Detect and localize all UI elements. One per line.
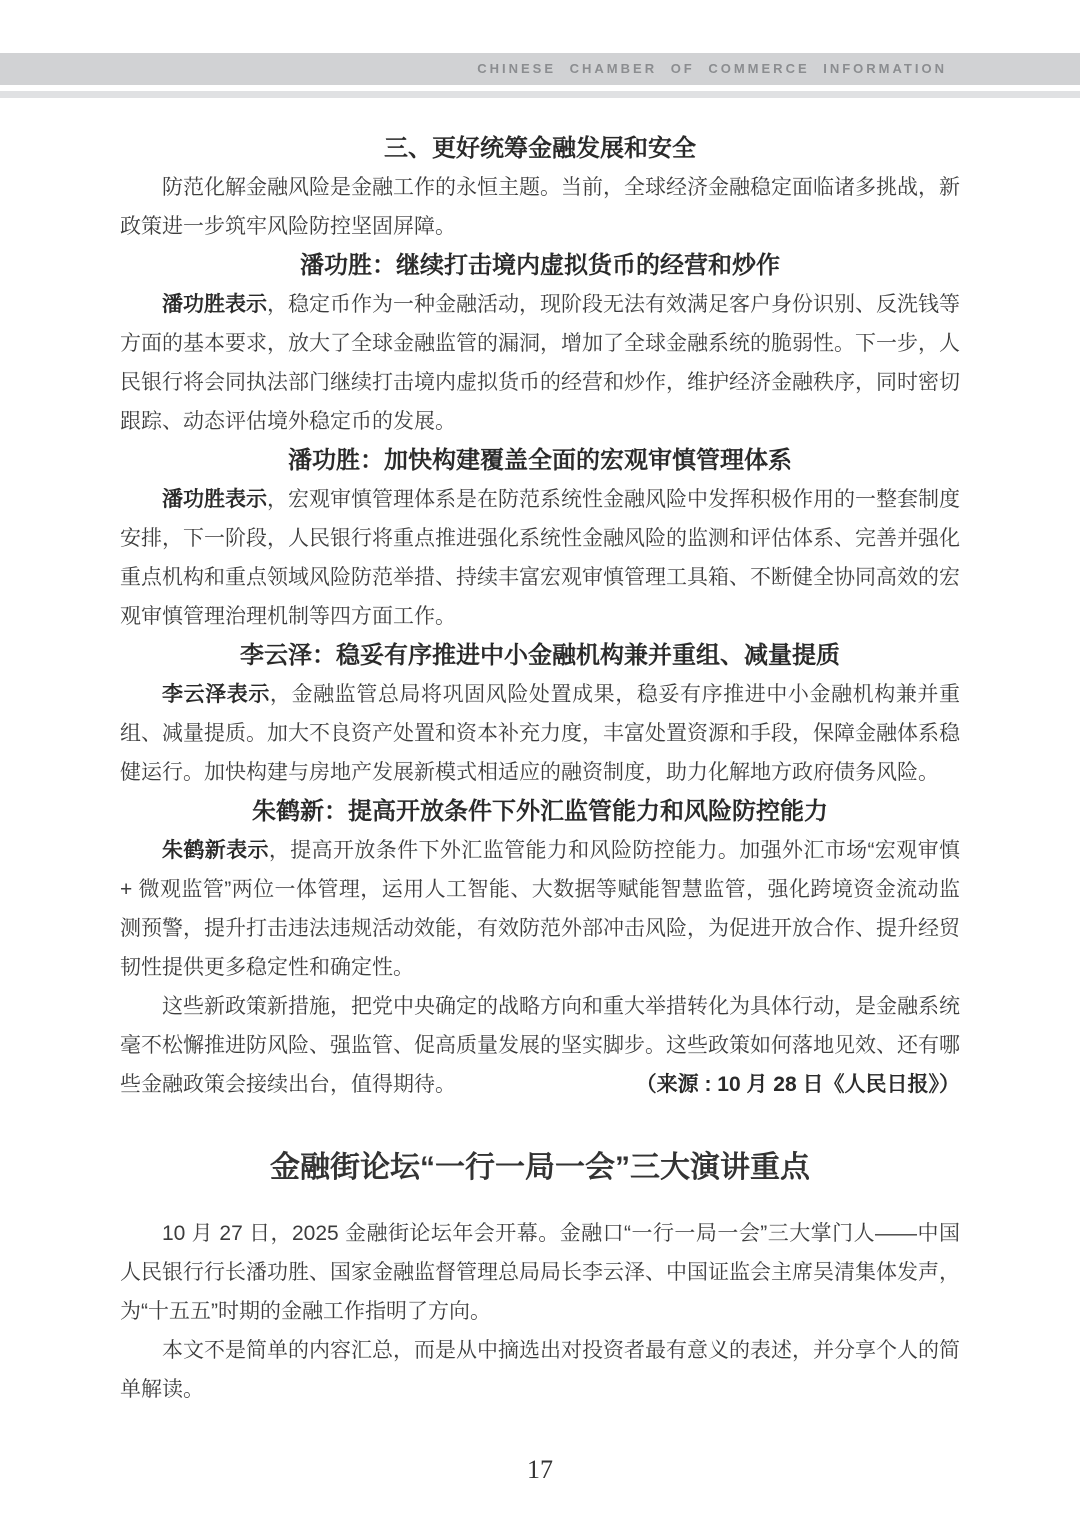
section-heading-pan-1: 潘功胜：继续打击境内虚拟货币的经营和炒作 [300,252,780,279]
header-divider [0,91,1080,98]
paragraph-li [120,675,960,792]
speaker-lead: 潘功胜表示 [162,293,267,316]
speaker-lead: 李云泽表示 [162,683,270,706]
paragraph-text: 10 月 27 日，2025 金融街论坛年会开幕。金融口“一行一局一会”三大掌门人——中国人民银行行长潘功胜、国家金融监督管理总局局长李云泽、中国证监会主席吴清集体发声，为“十五五”时期的金融工作指明了方向。 [120,1222,960,1323]
paragraph-text: ，金融监管总局将巩固风险处置成果，稳妥有序推进中小金融机构兼并重组、减量提质。加大不良资产处置和资本补充力度，丰富处置资源和手段，保障金融体系稳健运行。加快构建与房地产发展新模式相适应的融资制度，助力化解地方政府债务风险。 [120,683,961,784]
paragraph-text: ，稳定币作为一种金融活动，现阶段无法有效满足客户身份识别、反洗钱等方面的基本要求，放大了全球金融监管的漏洞，增加了全球金融系统的脆弱性。下一步，人民银行将会同执法部门继续打击境内虚拟货币的经营和炒作，维护经济金融秩序，同时密切跟踪、动态评估境外稳定币的发展。 [120,293,960,433]
speaker-lead: 朱鹤新表示 [162,839,269,862]
paragraph-text: 这些新政策新措施，把党中央确定的战略方向和重大举措转化为具体行动，是金融系统毫不松懈推进防风险、强监管、促高质量发展的坚实脚步。这些政策如何落地见效、还有哪些金融政策会接续出台，值得期待。 [120,995,960,1096]
paragraph-intro [120,168,960,246]
paragraph-closing [120,987,960,1104]
paragraph-zhu [120,831,960,987]
paragraph-text: 本文不是简单的内容汇总，而是从中摘选出对投资者最有意义的表述，并分享个人的简单解读。 [120,1339,960,1401]
paragraph-text: ，提高开放条件下外汇监管能力和风险防控能力。加强外汇市场“宏观审慎 + 微观监管”两位一体管理，运用人工智能、大数据等赋能智慧监管，强化跨境资金流动监测预警，提升打击违法违规活动效能，有效防范外部冲击风险，为促进开放合作、提升经贸韧性提供更多稳定性和确定性。 [120,839,961,979]
speaker-lead: 潘功胜表示 [162,488,267,511]
paragraph-forum-note [120,1331,960,1409]
page-number: 17 [527,1455,553,1484]
section-heading-zhu: 朱鹤新：提高开放条件下外汇监管能力和风险防控能力 [252,798,828,825]
paragraph-pan-2 [120,480,960,636]
article-title: 金融街论坛“一行一局一会”三大演讲重点 [270,1151,810,1184]
section-heading-pan-2: 潘功胜：加快构建覆盖全面的宏观审慎管理体系 [288,447,792,474]
document-body [120,129,960,1409]
section-heading-main: 三、更好统筹金融发展和安全 [384,135,696,162]
source-attribution: （来源 : 10 月 28 日《人民日报》） [635,1073,960,1096]
paragraph-forum-intro [120,1214,960,1331]
brand-text: CHINESE CHAMBER OF COMMERCE INFORMATION [477,61,947,76]
paragraph-text: ，宏观审慎管理体系是在防范系统性金融风险中发挥积极作用的一整套制度安排，下一阶段，人民银行将重点推进强化系统性金融风险的监测和评估体系、完善并强化重点机构和重点领域风险防范举措、持续丰富宏观审慎管理工具箱、不断健全协同高效的宏观审慎管理治理机制等四方面工作。 [120,488,960,628]
paragraph-text: 防范化解金融风险是金融工作的永恒主题。当前，全球经济金融稳定面临诸多挑战，新政策进一步筑牢风险防控坚固屏障。 [120,176,960,238]
section-heading-li: 李云泽：稳妥有序推进中小金融机构兼并重组、减量提质 [240,642,840,669]
page-header-bar [0,53,1080,85]
paragraph-pan-1 [120,285,960,441]
